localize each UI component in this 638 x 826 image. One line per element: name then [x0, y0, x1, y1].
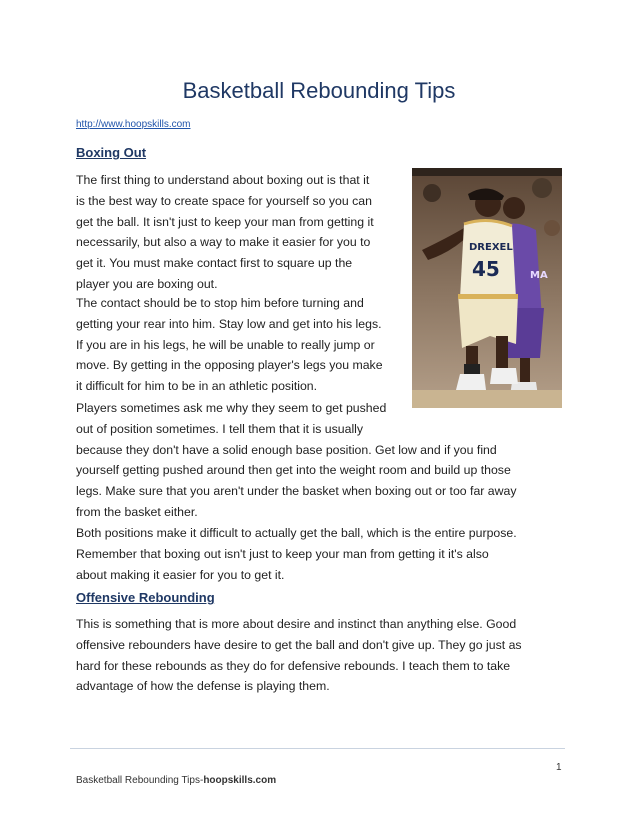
document-title: Basketball Rebounding Tips	[182, 78, 456, 103]
footer-site: hoopskills.com	[203, 775, 277, 786]
footer-text: Basketball Rebounding Tips-hoopskills.com	[76, 775, 277, 786]
paragraph-2: The contact should be to stop him before turning and getting your rear into him. Stay low and get into his legs. If you are in his legs, he will be unable to really jump or move. By getting in the opposing player's legs you make it difficult for him to be in an athletic position.	[76, 296, 383, 394]
paragraph-5: This is something that is more about desire and instinct than anything else. Good offensive rebounders have desire to get the ball and don't give up. They go just as hard for these rebounds as they do for defensive rebounds. I teach them to take advantage of how the defense is playing them.	[76, 617, 522, 694]
heading-boxing-out: Boxing Out	[76, 145, 147, 160]
paragraph-1: The first thing to understand about boxing out is that it is the best way to create space for yourself so you can get the ball. It isn't just to keep your man from getting it necessarily, but also a way to make it easier for you to get it. You must make contact first to square up the player you are boxing out.	[76, 173, 374, 291]
paragraph-3: Players sometimes ask me why they seem to get pushed out of position sometimes. I tell them that it is usually because they don't have a solid enough base position. Get low and if you find yourself getting pushed around then get into the weight room and build up those legs. Make sure that you aren't under the basket when boxing out or too far away from the basket either.	[76, 401, 517, 519]
footer-divider	[70, 748, 565, 749]
website-link[interactable]: http://www.hoopskills.com	[76, 119, 191, 130]
basketball-photo	[412, 168, 562, 408]
jersey-team-text: DREXEL	[469, 242, 513, 253]
paragraph-4: Both positions make it difficult to actually get the ball, which is the entire purpose. Remember that boxing out isn't just to keep your man from getting it it's also about making it easier for you to get it.	[76, 526, 517, 582]
jersey-back-text: MA	[530, 270, 548, 281]
jersey-number-text: 45	[472, 257, 500, 281]
heading-offensive-rebounding: Offensive Rebounding	[76, 590, 215, 605]
page-number: 1	[556, 762, 562, 773]
